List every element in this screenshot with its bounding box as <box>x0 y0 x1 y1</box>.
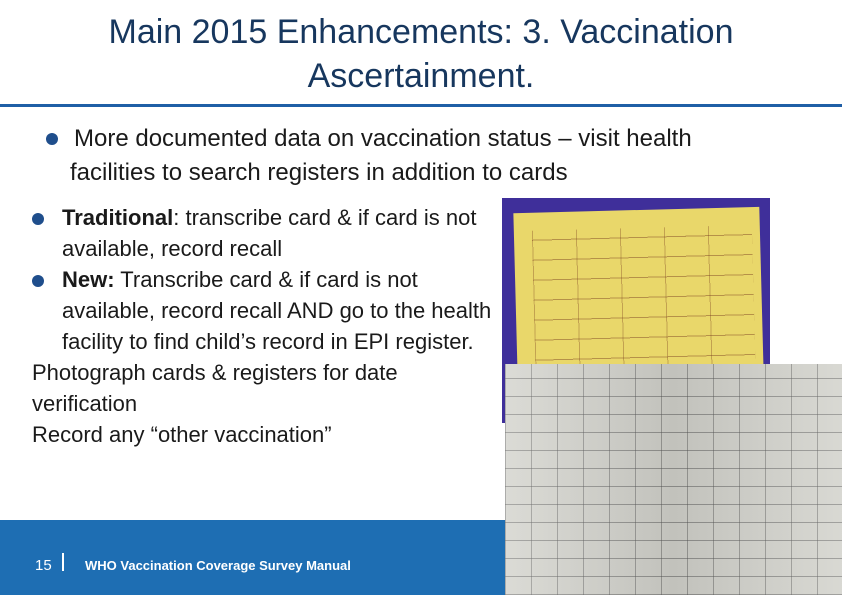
item-traditional-label: Traditional <box>62 205 174 230</box>
list-item-new <box>32 264 492 357</box>
item-new-label: New: <box>62 267 115 292</box>
item-new-text: Transcribe card & if card is not available, record recall AND go to the health facility to find child’s record in EPI register. <box>62 267 492 354</box>
photograph-note: Photograph cards & registers for date verification <box>32 360 398 416</box>
register-shading <box>505 364 842 595</box>
footer-separator <box>62 553 64 571</box>
epi-register-photo <box>505 364 842 595</box>
title-line-2: Ascertainment. <box>307 57 535 95</box>
method-list <box>32 202 492 450</box>
page-number: 15 <box>35 557 52 574</box>
bullet-icon <box>32 213 44 225</box>
bullet-icon <box>46 133 58 145</box>
list-item-traditional <box>32 202 492 264</box>
footer-title: WHO Vaccination Coverage Survey Manual <box>85 558 351 573</box>
top-bullet-line-1: More documented data on vaccination status – visit health <box>74 125 692 152</box>
top-bullet <box>46 122 826 190</box>
other-vaccination-note: Record any “other vaccination” <box>32 422 332 447</box>
title-divider <box>0 104 842 107</box>
top-bullet-line-2: facilities to search registers in addition to cards <box>70 159 568 186</box>
title-line-1: Main 2015 Enhancements: 3. Vaccination <box>108 13 734 51</box>
item-traditional-text: : transcribe card & if card is not available, record recall <box>62 205 477 261</box>
bullet-icon <box>32 275 44 287</box>
slide-title <box>0 10 842 98</box>
